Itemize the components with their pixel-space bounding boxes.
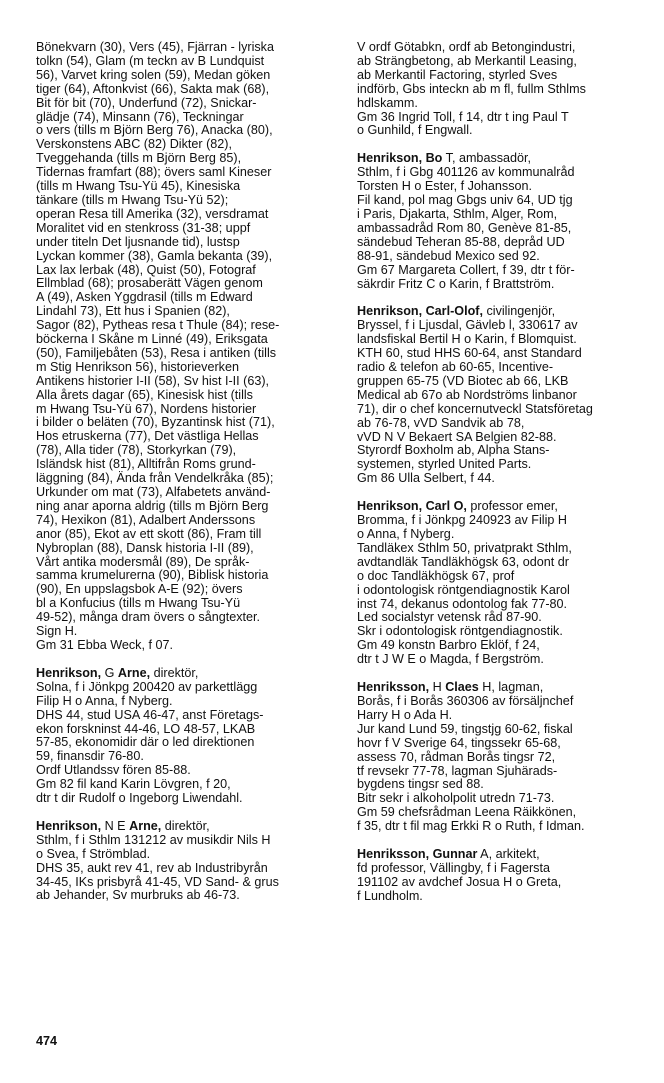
entry-text-line: vVD N V Bekaert SA Belgien 82-88. bbox=[357, 429, 557, 444]
entry-text-line: Bit för bit (70), Underfund (72), Snickar- bbox=[36, 95, 257, 110]
entry-text-line: Alla årets dagar (65), Kinesisk hist (tills bbox=[36, 387, 253, 402]
entry-text-line: 191102 av avdchef Josua H o Greta, bbox=[357, 874, 562, 889]
entry-text-line: tf revsekr 77-78, lagman Sjuhärads- bbox=[357, 763, 558, 778]
entry-name: Henrikson, Carl O, bbox=[357, 499, 467, 514]
entry-text-line: Gm 31 Ebba Weck, f 07. bbox=[36, 637, 173, 652]
entry-text-line: ab 76-78, vVD Sandvik ab 78, bbox=[357, 415, 525, 430]
entry-text-line: ab Jehander, Sv murbruks ab 46-73. bbox=[36, 888, 240, 903]
entry-heading-line bbox=[357, 848, 657, 862]
entry-text-line: Gm 82 fil kand Karin Lövgren, f 20, bbox=[36, 777, 231, 792]
entry-text-line: Styrordf Boxholm ab, Alpha Stans- bbox=[357, 443, 550, 458]
entry-text-line: Sthlm, f i Sthlm 131212 av musikdir Nils H bbox=[36, 832, 271, 847]
entry-text-line: ekon forskninst 44-46, LO 48-57, LKAB bbox=[36, 721, 256, 736]
entry-text-line: DHS 35, aukt rev 41, rev ab Industribyrån bbox=[36, 860, 268, 875]
entry-text-line: (78), Alla tider (78), Storkyrkan (79), bbox=[36, 443, 237, 458]
entry-text-line: Medical ab 67o ab Nordströms linbanor bbox=[357, 387, 577, 402]
entry-name: Henrikson, Carl-Olof, bbox=[357, 304, 483, 319]
entry-text-line: Sthlm, f i Gbg 401126 av kommunalråd bbox=[357, 165, 575, 180]
entry-text-line: tolkn (54), Glam (m teckn av B Lundquist bbox=[36, 53, 265, 68]
entry-text-line: Lax lax lerbak (48), Quist (50), Fotograf bbox=[36, 262, 256, 277]
entry-heading-line bbox=[357, 500, 657, 514]
entry-text-line: m Hwang Tsu-Yü 67), Nordens historier bbox=[36, 401, 257, 416]
entry-text-line: radio & telefon ab 60-65, Incentive- bbox=[357, 360, 554, 375]
entry-text-line: Sagor (82), Pytheas resa t Thule (84); rese- bbox=[36, 318, 280, 333]
entry-text-line: landsfiskal Bertil H o Karin, f Blomquist. bbox=[357, 332, 577, 347]
entry-text-line: glädje (74), Minsann (76), Teckningar bbox=[36, 109, 244, 124]
entry-occupation: T, ambassadör, bbox=[442, 151, 532, 166]
entry-text-line: böckerna I Skåne m Linné (49), Eriksgata bbox=[36, 332, 268, 347]
entry-given-names: N E bbox=[101, 818, 130, 833]
entry-text-line: Verskonstens ABC (82) Dikter (82), bbox=[36, 137, 232, 152]
entry-text-line: Nybroplan (88), Dansk historia I-II (89), bbox=[36, 540, 254, 555]
entry-text-line: under titeln Det ljusnande tid), lustsp bbox=[36, 234, 240, 249]
entry-text-line: 56), Varvet kring solen (59), Medan göken bbox=[36, 67, 271, 82]
entry-text-line: o Gunhild, f Engwall. bbox=[357, 123, 473, 138]
entry-text-line: Filip H o Anna, f Nyberg. bbox=[36, 693, 173, 708]
biography-entry bbox=[357, 681, 657, 834]
entry-occupation: direktör, bbox=[161, 818, 210, 833]
entry-text-line: systemen, styrled United Parts. bbox=[357, 457, 532, 472]
right-column bbox=[357, 41, 657, 918]
entry-text-line: Gm 59 chefsrådman Leena Räikkönen, bbox=[357, 805, 577, 820]
entry-text-line: Isländsk hist (81), Alltifrån Roms grund- bbox=[36, 457, 256, 472]
entry-text-line: dtr t dir Rudolf o Ingeborg Liwendahl. bbox=[36, 791, 243, 806]
entry-text-line: (tills m Hwang Tsu-Yü 45), Kinesiska bbox=[36, 179, 241, 194]
entry-text-line: i odontologisk röntgendiagnostik Karol bbox=[357, 582, 570, 597]
entry-text-line: Ordf Utlandssv fören 85-88. bbox=[36, 763, 191, 778]
entry-text-line: hovr f V Sverige 64, tingssekr 65-68, bbox=[357, 735, 561, 750]
entry-text-line: läggning (84), Ända från Vendelkråka (85); bbox=[36, 471, 274, 486]
entry-text-line: o Anna, f Nyberg. bbox=[357, 527, 455, 541]
entry-name: Henrikson, Bo bbox=[357, 151, 443, 166]
entry-text-line: tänkare (tills m Hwang Tsu-Yü 52); bbox=[36, 192, 229, 207]
entry-heading-line bbox=[357, 152, 657, 166]
entry-text-line: f Lundholm. bbox=[357, 888, 423, 903]
entry-text-line: Hos etruskerna (77), Det västliga Hellas bbox=[36, 429, 259, 444]
entry-text-line: (50), Familjebåten (53), Resa i antiken (tills bbox=[36, 345, 277, 360]
biography-entry bbox=[357, 305, 657, 486]
entry-text-line: Gm 36 Ingrid Toll, f 14, dtr t ing Paul T bbox=[357, 109, 569, 124]
entry-name: Henriksson, bbox=[357, 680, 430, 695]
entry-text-line: operan Resa till Amerika (32), versdramat bbox=[36, 206, 269, 221]
entry-text-line: 49-52), många dram övers o sångtexter. bbox=[36, 610, 261, 625]
entry-text-line: Fil kand, pol mag Gbgs univ 64, UD tjg bbox=[357, 193, 573, 208]
entry-text-line: Tandläkex Sthlm 50, privatprakt Sthlm, bbox=[357, 540, 572, 555]
entry-call-name: Claes bbox=[445, 680, 479, 695]
entry-occupation: A, arkitekt, bbox=[477, 847, 540, 862]
entry-text-line: Bitr sekr i alkoholpolit utredn 71-73. bbox=[357, 791, 555, 806]
entry-text-line: DHS 44, stud USA 46-47, anst Företags- bbox=[36, 707, 264, 722]
entry-call-name: Arne, bbox=[129, 818, 162, 833]
entry-text-line: Vårt antika modersmål (89), De språk- bbox=[36, 554, 250, 569]
entry-text-line: Antikens historier I-II (58), Sv hist I-II (63), bbox=[36, 373, 270, 388]
entry-text-line: Lindahl 73), Ett hus i Spanien (82), bbox=[36, 304, 230, 319]
entry-occupation: H, lagman, bbox=[478, 680, 544, 695]
entry-name: Henrikson, bbox=[36, 665, 102, 680]
entry-text-line: m Stig Henrikson 56), historieverken bbox=[36, 359, 239, 374]
entry-heading-line bbox=[357, 681, 657, 695]
entry-text-line: fd professor, Vällingby, f i Fagersta bbox=[357, 860, 550, 875]
entry-given-names: H bbox=[429, 680, 446, 695]
entry-text-line: Borås, f i Borås 360306 av försäljnchef bbox=[357, 693, 574, 708]
entry-text-line: i Paris, Djakarta, Sthlm, Alger, Rom, bbox=[357, 206, 558, 221]
entry-text-line: o Svea, f Strömblad. bbox=[36, 846, 151, 861]
entry-text-line: i bilder o beläten (70), Byzantinsk hist (71), bbox=[36, 415, 275, 430]
biography-entry bbox=[36, 667, 336, 806]
entry-text-line: Solna, f i Jönkpg 200420 av parkettlägg bbox=[36, 679, 258, 694]
entry-text-line: inst 74, dekanus odontolog fak 77-80. bbox=[357, 596, 568, 611]
entry-text-line: 57-85, ekonomidir där o led direktionen bbox=[36, 735, 255, 750]
entry-heading-line bbox=[36, 667, 336, 681]
entry-text-line: f 35, dtr t fil mag Erkki R o Ruth, f Idman. bbox=[357, 819, 585, 834]
entry-text-line: Gm 86 Ulla Selbert, f 44. bbox=[357, 471, 495, 486]
entry-heading-line bbox=[36, 820, 336, 834]
entry-text-line: A (49), Asken Yggdrasil (tills m Edward bbox=[36, 290, 253, 305]
biography-entry bbox=[36, 41, 336, 653]
entry-text-line: 88-91, sändebud Mexico sed 92. bbox=[357, 248, 540, 263]
entry-text-line: bl a Konfucius (tills m Hwang Tsu-Yü bbox=[36, 596, 241, 611]
biography-entry bbox=[357, 41, 657, 138]
entry-occupation: civilingenjör, bbox=[482, 304, 556, 319]
entry-text-line: samma krumelurerna (90), Biblisk historia bbox=[36, 568, 269, 583]
entry-text-line: (90), En uppslagsbok A-E (92); övers bbox=[36, 582, 243, 597]
biography-entry bbox=[357, 848, 657, 904]
entry-text-line: Gm 49 konstn Barbro Eklöf, f 24, bbox=[357, 638, 540, 653]
entry-text-line: Tveggehanda (tills m Björn Berg 85), bbox=[36, 151, 242, 166]
entry-text-line: avdtandläk Tandläkhögsk 63, odont dr bbox=[357, 554, 569, 569]
entry-text-line: hdlskamm. bbox=[357, 95, 418, 110]
entry-text-line: KTH 60, stud HHS 60-64, anst Standard bbox=[357, 346, 582, 361]
entry-text-line: 34-45, IKs prisbyrå 41-45, VD Sand- & grus bbox=[36, 874, 279, 889]
entry-text-line: säkrdir Fritz C o Karin, f Brattström. bbox=[357, 276, 555, 291]
entry-text-line: ab Strängbetong, ab Merkantil Leasing, bbox=[357, 53, 577, 68]
biography-entry bbox=[357, 500, 657, 667]
entry-text-line: bygdens tingsr sed 88. bbox=[357, 777, 484, 792]
entry-text-line: Skr i odontologisk röntgendiagnostik. bbox=[357, 624, 563, 639]
entry-text-line: Lyckan kommer (38), Gamla bekanta (39), bbox=[36, 248, 273, 263]
entry-text-line: Torsten H o Ester, f Johansson. bbox=[357, 179, 533, 194]
entry-text-line: Tidernas framfart (88); övers saml Kineser bbox=[36, 165, 272, 180]
entry-text-line: o vers (tills m Björn Berg 76), Anacka (80), bbox=[36, 123, 273, 138]
entry-text-line: ambassadråd Rom 80, Genève 81-85, bbox=[357, 220, 572, 235]
entry-text-line: sändebud Teheran 85-88, depråd UD bbox=[357, 234, 565, 249]
entry-name: Henriksson, Gunnar bbox=[357, 847, 478, 862]
entry-text-line: tiger (64), Aftonkvist (66), Sakta mak (68), bbox=[36, 81, 270, 96]
entry-name: Henrikson, bbox=[36, 818, 102, 833]
entry-occupation: professor emer, bbox=[466, 499, 558, 514]
entry-text-line: Bromma, f i Jönkpg 240923 av Filip H bbox=[357, 513, 567, 528]
entry-text-line: Jur kand Lund 59, tingstjg 60-62, fiskal bbox=[357, 721, 573, 736]
entry-given-names: G bbox=[101, 665, 118, 680]
entry-text-line: Moralitet vid en stenkross (31-38; uppf bbox=[36, 220, 251, 235]
entry-text-line: 59, finansdir 76-80. bbox=[36, 749, 144, 764]
entry-text-line: 74), Hexikon (81), Adalbert Anderssons bbox=[36, 512, 256, 527]
entry-occupation: direktör, bbox=[150, 665, 199, 680]
entry-call-name: Arne, bbox=[117, 665, 151, 680]
entry-text-line: dtr t J W E o Magda, f Bergström. bbox=[357, 652, 544, 667]
entry-text-line: indförb, Gbs inteckn ab m fl, fullm Sthlms bbox=[357, 81, 586, 96]
entry-text-line: Led socialstyr vetensk råd 87-90. bbox=[357, 610, 542, 625]
entry-text-line: Bryssel, f i Ljusdal, Gävleb l, 330617 av bbox=[357, 318, 578, 333]
left-column bbox=[36, 41, 336, 917]
entry-text-line: anor (85), Ekot av ett skott (86), Fram till bbox=[36, 526, 262, 541]
entry-text-line: ning anar aporna aldrig (tills m Björn Berg bbox=[36, 498, 269, 513]
entry-text-line: Gm 67 Margareta Collert, f 39, dtr t för- bbox=[357, 262, 575, 277]
entry-text-line: gruppen 65-75 (VD Biotec ab 66, LKB bbox=[357, 373, 569, 388]
entry-text-line: assess 70, rådman Borås tingsr 72, bbox=[357, 749, 556, 764]
page-number: 474 bbox=[36, 1034, 58, 1048]
entry-text-line: Ellmblad (68); prosaberätt Vägen genom bbox=[36, 276, 263, 291]
entry-text-line: o doc Tandläkhögsk 67, prof bbox=[357, 568, 515, 583]
entry-heading-line bbox=[357, 305, 657, 319]
entry-text-line: Harry H o Ada H. bbox=[357, 707, 453, 722]
biography-entry bbox=[357, 152, 657, 291]
biography-entry bbox=[36, 820, 336, 903]
entry-text-line: Urkunder om mat (73), Alfabetets använd- bbox=[36, 485, 271, 499]
entry-text-line: 71), dir o chef koncernutveckl Statsföretag bbox=[357, 401, 593, 416]
entry-text-line: Bönekvarn (30), Vers (45), Fjärran - lyriska bbox=[36, 40, 274, 54]
entry-text-line: Sign H. bbox=[36, 624, 78, 639]
entry-text-line: ab Merkantil Factoring, styrled Sves bbox=[357, 67, 558, 82]
entry-text-line: V ordf Götabkn, ordf ab Betongindustri, bbox=[357, 40, 576, 54]
